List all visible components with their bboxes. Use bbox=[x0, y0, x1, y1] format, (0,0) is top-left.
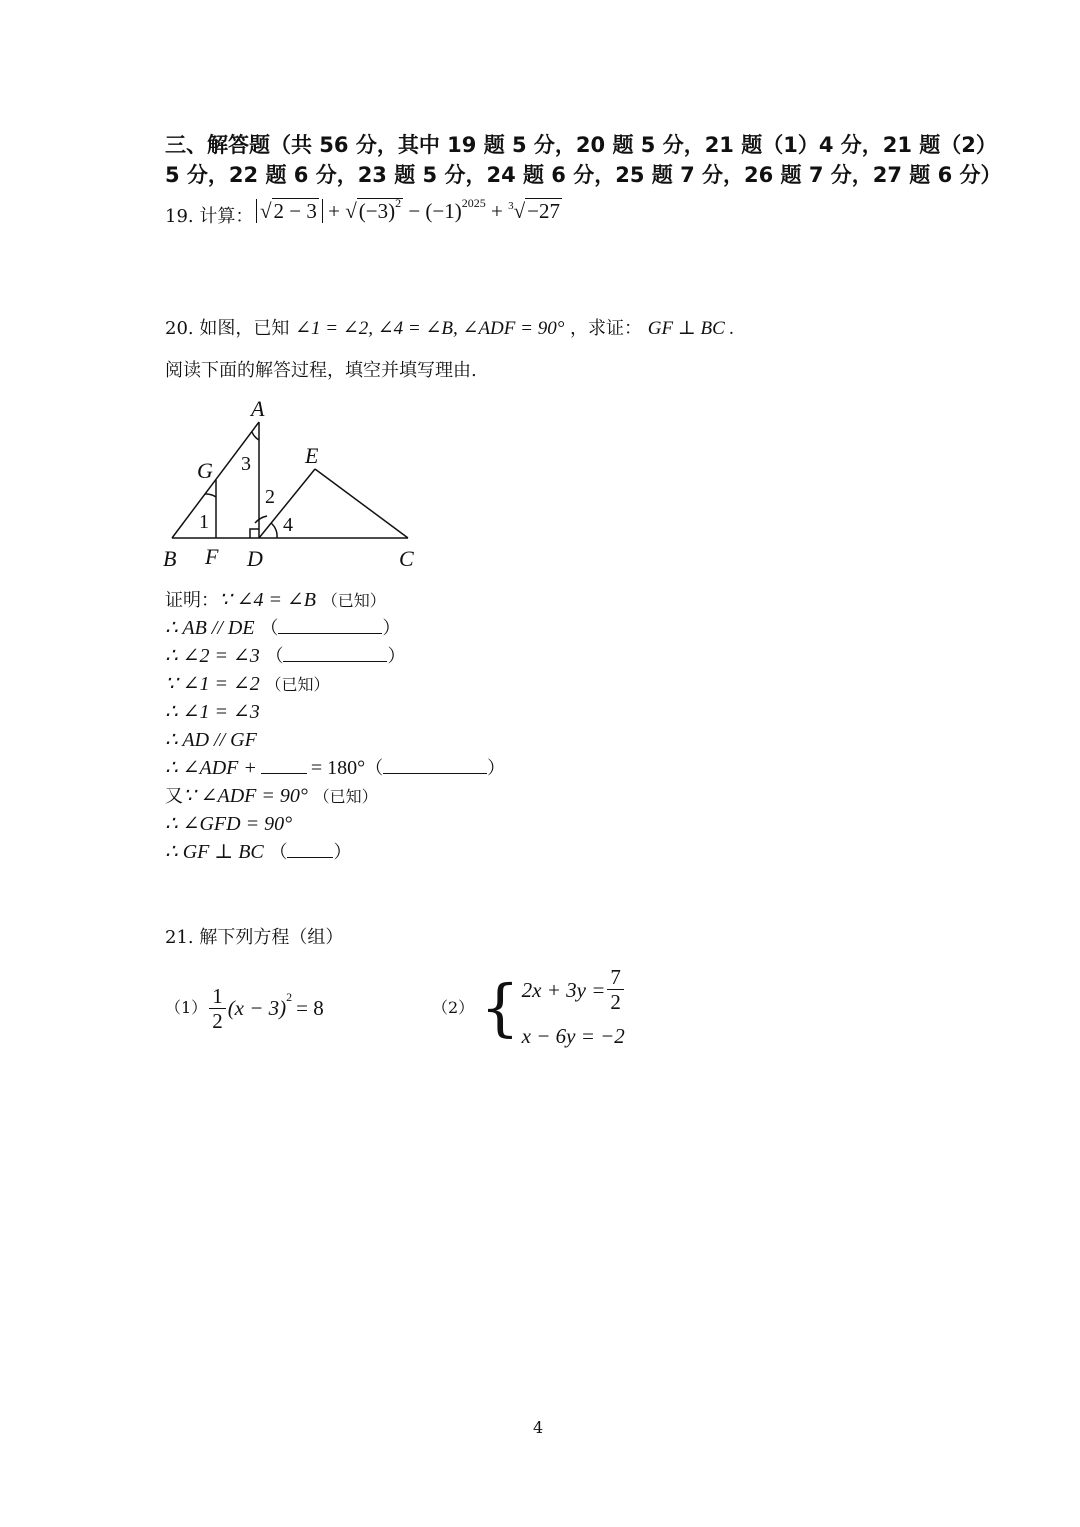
angle-2: 2 bbox=[265, 486, 275, 508]
q19-plus-2: + bbox=[491, 199, 503, 223]
q20-figure bbox=[155, 390, 435, 575]
proof-line-7: ∴ ∠ADF + = 180°（ ） bbox=[165, 757, 506, 779]
proof-line-2: ∴ AB // DE （ ） bbox=[165, 617, 401, 639]
q21-label: 21. 解下列方程（组） bbox=[165, 927, 344, 948]
q21-system bbox=[522, 965, 626, 1051]
label-E: E bbox=[305, 443, 319, 468]
q21-eq1-fraction: $\frac{7}{2}$ bbox=[607, 965, 624, 1014]
label-F: F bbox=[205, 544, 219, 569]
q20-prove: GF ⊥ BC . bbox=[647, 318, 735, 339]
section-title-line1: 三、解答题（共 56 分，其中 19 题 5 分，20 题 5 分，21 题（1）4 分，21 题（2） bbox=[165, 133, 997, 157]
q21-p1-fraction: $\frac{1}{2}$ bbox=[209, 984, 226, 1033]
section-title-line2: 5 分，22 题 6 分，23 题 5 分，24 题 6 分，25 题 7 分，26 题 7 分，27 题 6 分） bbox=[165, 163, 1002, 187]
q20-given: ∠1 = ∠2, ∠4 = ∠B, ∠ADF = 90° bbox=[295, 318, 565, 339]
blank-reason-1[interactable] bbox=[278, 615, 382, 634]
q19-plus-1: + bbox=[328, 199, 340, 223]
angle-4: 4 bbox=[283, 514, 293, 536]
q19-expression: $√2 - 3 + √(-3)^2 - (-1)^{2025} + ^3√-27$ bbox=[256, 199, 562, 224]
q20-intro bbox=[165, 316, 734, 342]
q20-instruction: 阅读下面的解答过程，填空并填写理由. bbox=[165, 360, 477, 381]
proof-line-10: ∴ GF ⊥ BC （ ） bbox=[165, 841, 352, 863]
proof-line-6: ∴ AD // GF bbox=[165, 729, 257, 751]
q21-p1-expr: (x − 3) bbox=[227, 996, 287, 1020]
blank-angle[interactable] bbox=[261, 755, 307, 774]
proof-line-4: ∵ ∠1 = ∠2 （已知） bbox=[165, 673, 330, 695]
q21-part1: （1） $\frac{1}{2}$ (x − 3) 2 = 8 bbox=[165, 983, 324, 1033]
q19-neg-one: − (−1) bbox=[408, 199, 462, 223]
blank-reason-4[interactable] bbox=[287, 839, 333, 858]
q21-eq1: 2x + 3y = bbox=[521, 977, 606, 1002]
label-G: G bbox=[197, 458, 213, 483]
q19-abs-inner: 2 − 3 bbox=[273, 199, 317, 223]
q19-cbrt-index: 3 bbox=[508, 200, 514, 212]
blank-reason-3[interactable] bbox=[383, 755, 487, 774]
blank-reason-2[interactable] bbox=[283, 643, 387, 662]
right-angle-D bbox=[250, 529, 259, 538]
q21-p1-rhs: = 8 bbox=[296, 996, 324, 1020]
q19-power: 2025 bbox=[461, 196, 486, 210]
page-number: 4 bbox=[533, 1418, 544, 1437]
q19-square: 2 bbox=[395, 196, 402, 210]
label-C: C bbox=[399, 546, 414, 571]
arc-2 bbox=[255, 516, 267, 523]
line-EC bbox=[315, 469, 408, 538]
proof-line-3: ∴ ∠2 = ∠3 （ ） bbox=[165, 645, 406, 667]
q19-sqrt-inner: (−3) bbox=[358, 199, 396, 223]
q19-cbrt-inner: −27 bbox=[527, 199, 560, 223]
q21-eq2: x − 6y = −2 bbox=[521, 1024, 625, 1048]
angle-3: 3 bbox=[241, 453, 251, 475]
q20-label: 20. 如图，已知 bbox=[165, 318, 290, 339]
angle-1: 1 bbox=[199, 511, 209, 533]
brace: { bbox=[480, 971, 520, 1044]
label-B: B bbox=[163, 546, 177, 571]
proof-line-9: ∴ ∠GFD = 90° bbox=[165, 813, 293, 835]
proof-line-1: 证明：∵ ∠4 = ∠B （已知） bbox=[165, 589, 386, 611]
q21-part2 bbox=[432, 963, 626, 1053]
label-A: A bbox=[251, 396, 265, 421]
proof-line-5: ∴ ∠1 = ∠3 bbox=[165, 701, 260, 723]
proof-line-8: 又∵ ∠ADF = 90° （已知） bbox=[165, 785, 378, 807]
label-D: D bbox=[247, 546, 263, 571]
q19-label: 19. 计算： bbox=[165, 206, 254, 227]
arc-4 bbox=[271, 523, 277, 538]
arc-3 bbox=[252, 432, 259, 440]
q20-prove-label: ，求证： bbox=[570, 318, 643, 339]
q21-p1-label: （1） bbox=[165, 998, 208, 1017]
arc-1 bbox=[205, 494, 216, 497]
q21-p2-label: （2） bbox=[432, 998, 475, 1017]
